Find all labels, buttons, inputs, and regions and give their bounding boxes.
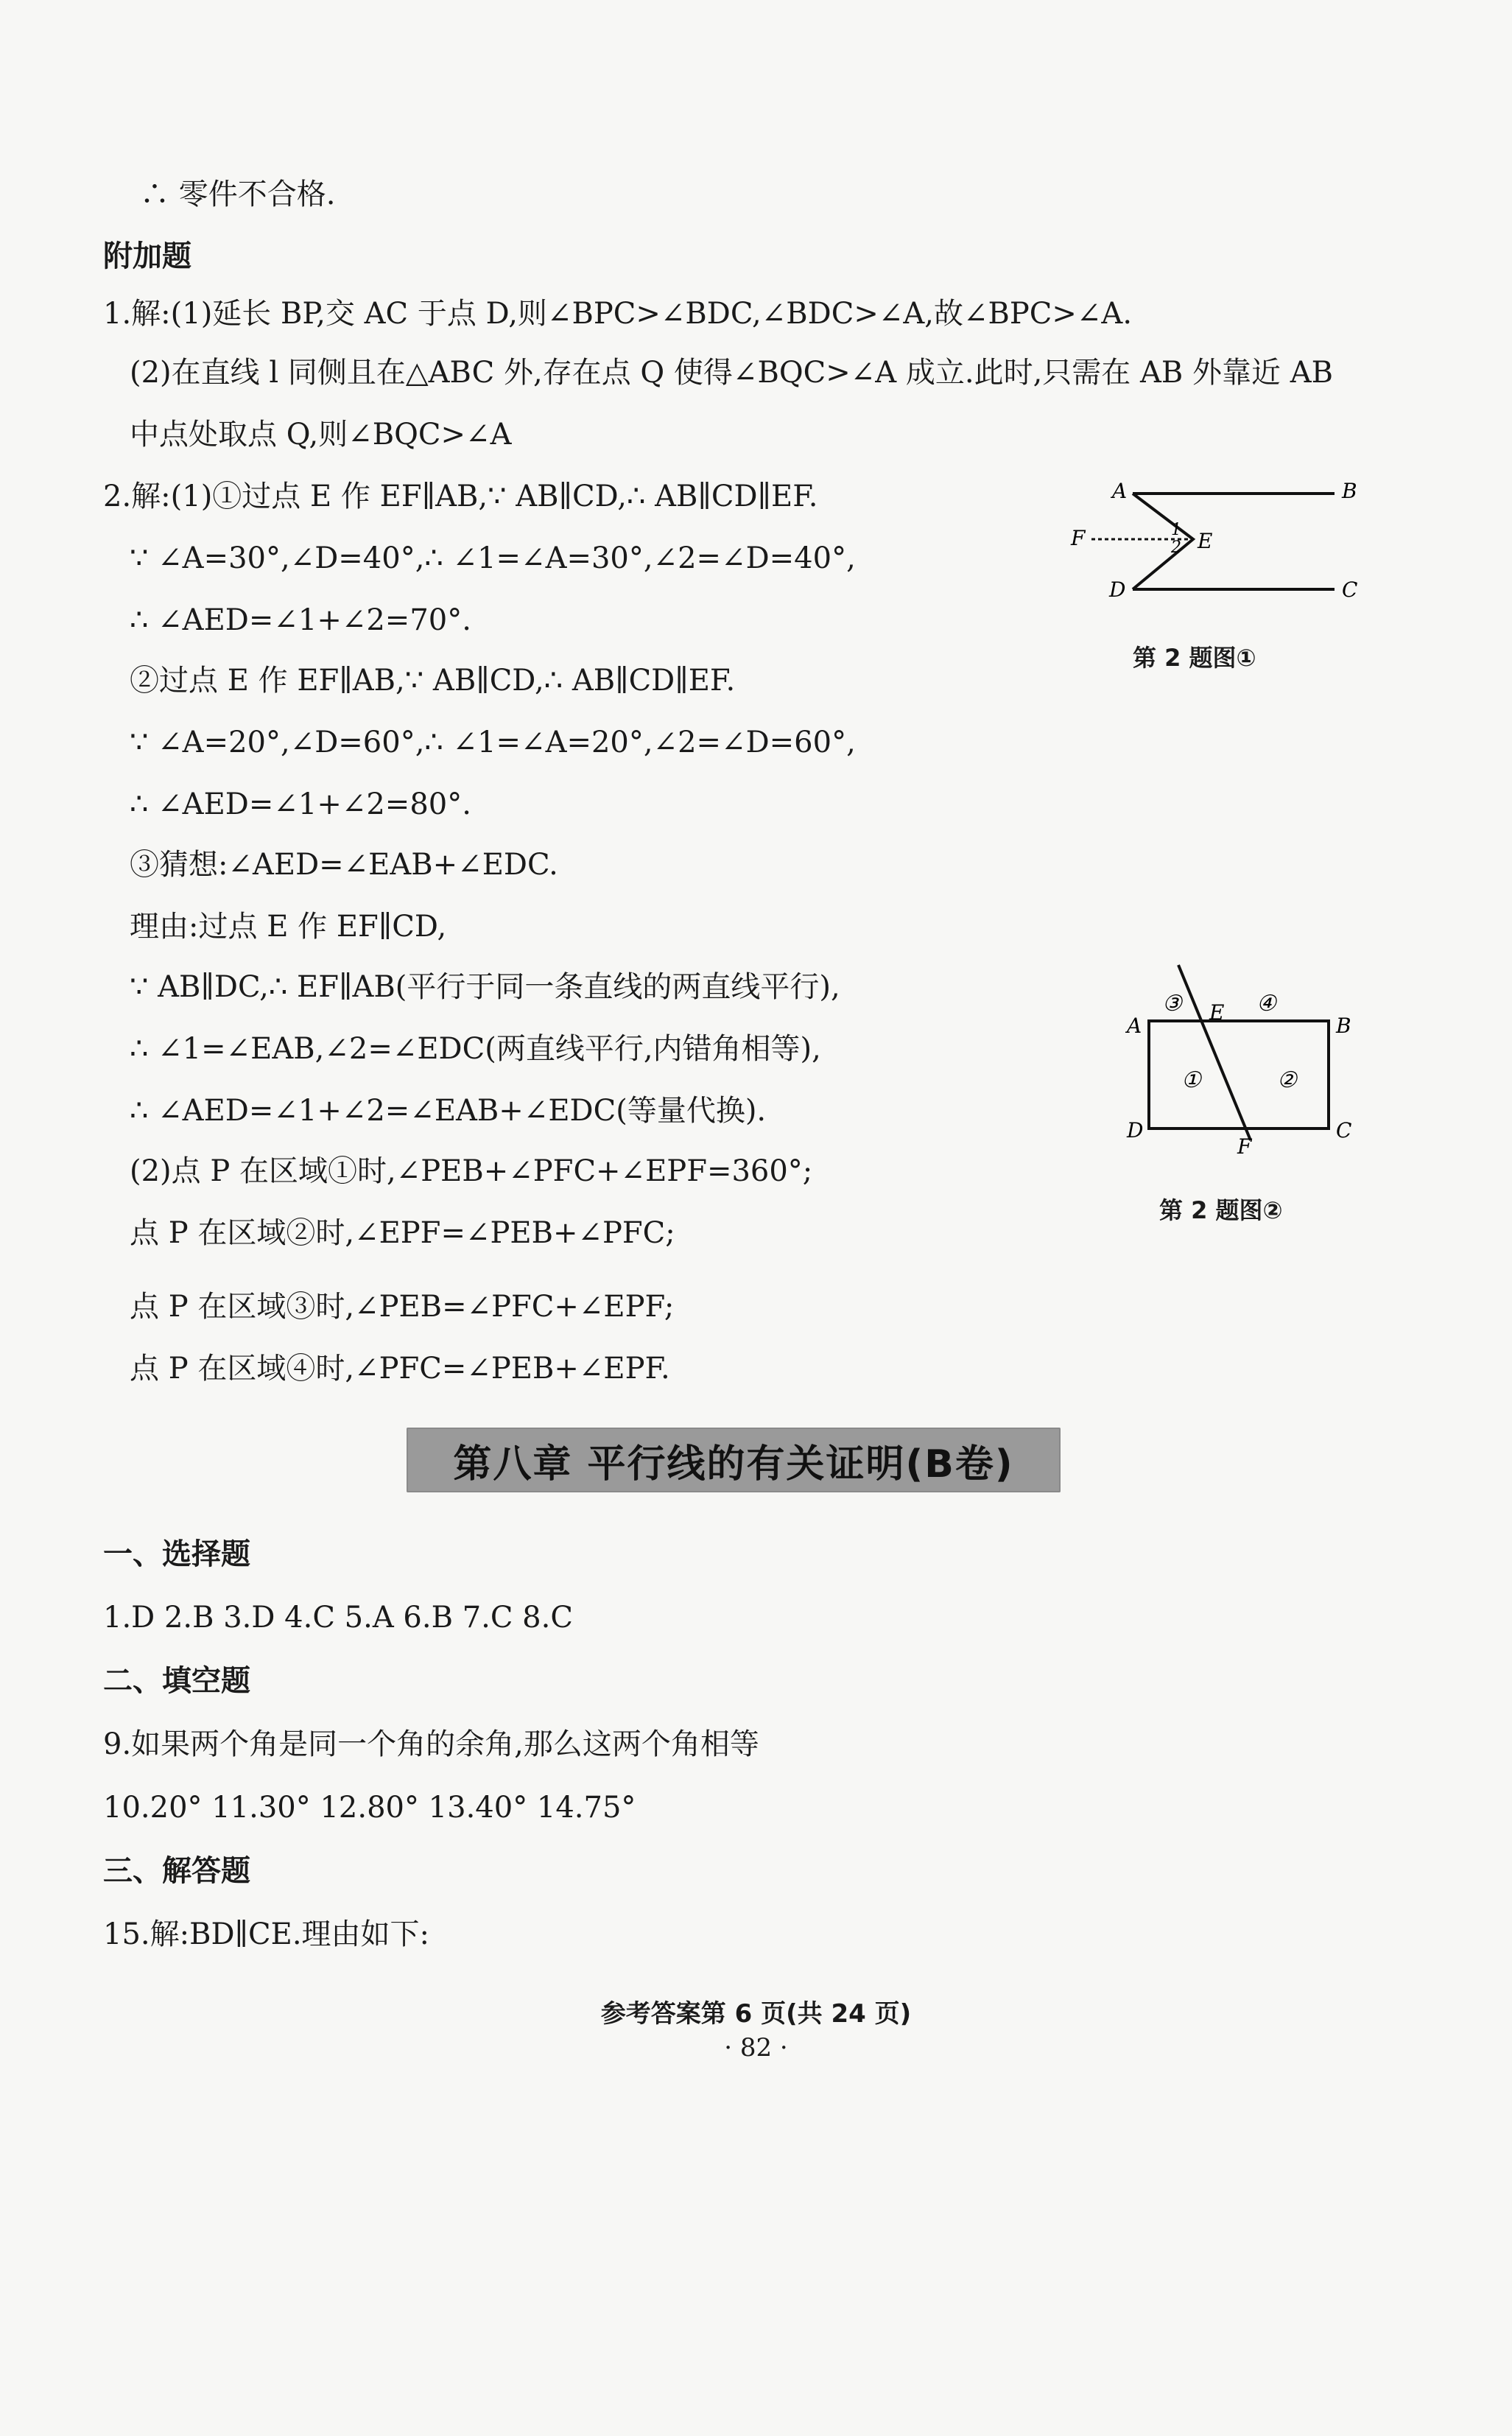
fig1-label-b: B	[1342, 479, 1357, 503]
answer-line: ∵ ∠A=20°,∠D=60°,∴ ∠1=∠A=20°,∠2=∠D=60°,	[130, 726, 856, 759]
fig1-angle-1: 1	[1171, 521, 1181, 539]
figure-2-1	[1061, 471, 1370, 619]
fig2-region-2: ②	[1277, 1067, 1297, 1093]
answer-line: (2)在直线 l 同侧且在△ABC 外,存在点 Q 使得∠BQC>∠A 成立.此时,只需在 AB 外靠近 AB	[130, 356, 1334, 390]
fig2-label-b: B	[1336, 1014, 1351, 1038]
fill-answer: 9.如果两个角是同一个角的余角,那么这两个角相等	[103, 1727, 759, 1761]
fig1-label-f: F	[1071, 526, 1086, 550]
fig2-label-a: A	[1127, 1014, 1142, 1038]
fig1-caption: 第 2 题图①	[1133, 644, 1256, 672]
answer-line: ②过点 E 作 EF∥AB,∵ AB∥CD,∴ AB∥CD∥EF.	[130, 664, 736, 698]
fig2-region-3: ③	[1162, 991, 1182, 1017]
fig1-label-c: C	[1342, 578, 1358, 602]
answer-line: 点 P 在区域②时,∠EPF=∠PEB+∠PFC;	[130, 1216, 675, 1250]
fill-answers: 10.20° 11.30° 12.80° 13.40° 14.75°	[103, 1791, 636, 1825]
section-heading-extra: 附加题	[103, 239, 191, 273]
answer-line: ∴ ∠AED=∠1+∠2=80°.	[130, 787, 471, 821]
answer-line: (2)点 P 在区域①时,∠PEB+∠PFC+∠EPF=360°;	[130, 1154, 813, 1188]
fig1-label-e: E	[1198, 529, 1213, 553]
conclusion-line: ∴ 零件不合格.	[140, 178, 336, 211]
fig2-label-f: F	[1237, 1134, 1252, 1159]
fig2-region-4: ④	[1256, 991, 1276, 1017]
chapter-banner	[407, 1428, 1061, 1492]
fig1-label-d: D	[1109, 578, 1126, 602]
fig2-label-c: C	[1336, 1118, 1352, 1142]
answer-line: ∴ ∠AED=∠1+∠2=70°.	[130, 603, 471, 637]
answer-line: 点 P 在区域④时,∠PFC=∠PEB+∠EPF.	[130, 1352, 670, 1386]
answer-line: ∵ AB∥DC,∴ EF∥AB(平行于同一条直线的两直线平行),	[130, 970, 840, 1004]
chapter-title: 第八章 平行线的有关证明(B卷)	[453, 1442, 1014, 1486]
answer-line: 2.解:(1)①过点 E 作 EF∥AB,∵ AB∥CD,∴ AB∥CD∥EF.	[103, 480, 818, 513]
fig2-region-1: ①	[1181, 1067, 1201, 1093]
fig1-angle-2: 2	[1171, 538, 1181, 557]
choice-answers: 1.D 2.B 3.D 4.C 5.A 6.B 7.C 8.C	[103, 1601, 573, 1635]
solve-answer: 15.解:BD∥CE.理由如下:	[103, 1917, 430, 1951]
section-heading-solve: 三、解答题	[103, 1854, 250, 1888]
section-heading-fill: 二、填空题	[103, 1664, 250, 1698]
answer-line: ∴ ∠AED=∠1+∠2=∠EAB+∠EDC(等量代换).	[130, 1094, 767, 1128]
section-heading-choice: 一、选择题	[103, 1537, 250, 1571]
answer-line: 中点处取点 Q,则∠BQC>∠A	[130, 418, 512, 452]
answer-line: ∴ ∠1=∠EAB,∠2=∠EDC(两直线平行,内错角相等),	[130, 1032, 821, 1066]
answer-line: 1.解:(1)延长 BP,交 AC 于点 D,则∠BPC>∠BDC,∠BDC>∠A,故∠BPC>∠A.	[103, 297, 1133, 331]
fig2-label-d: D	[1127, 1118, 1144, 1142]
page-number: · 82 ·	[724, 2033, 788, 2063]
answer-line: 理由:过点 E 作 EF∥CD,	[130, 910, 447, 944]
answer-line: ∵ ∠A=30°,∠D=40°,∴ ∠1=∠A=30°,∠2=∠D=40°,	[130, 541, 856, 575]
page-info: 参考答案第 6 页(共 24 页)	[600, 1999, 912, 2029]
answer-line: ③猜想:∠AED=∠EAB+∠EDC.	[130, 848, 558, 882]
fig1-label-a: A	[1112, 479, 1128, 503]
answer-line: 点 P 在区域③时,∠PEB=∠PFC+∠EPF;	[130, 1290, 675, 1324]
figure-2-2	[1119, 958, 1370, 1164]
fig2-label-e: E	[1209, 1000, 1225, 1025]
fig2-caption: 第 2 题图②	[1159, 1196, 1283, 1224]
